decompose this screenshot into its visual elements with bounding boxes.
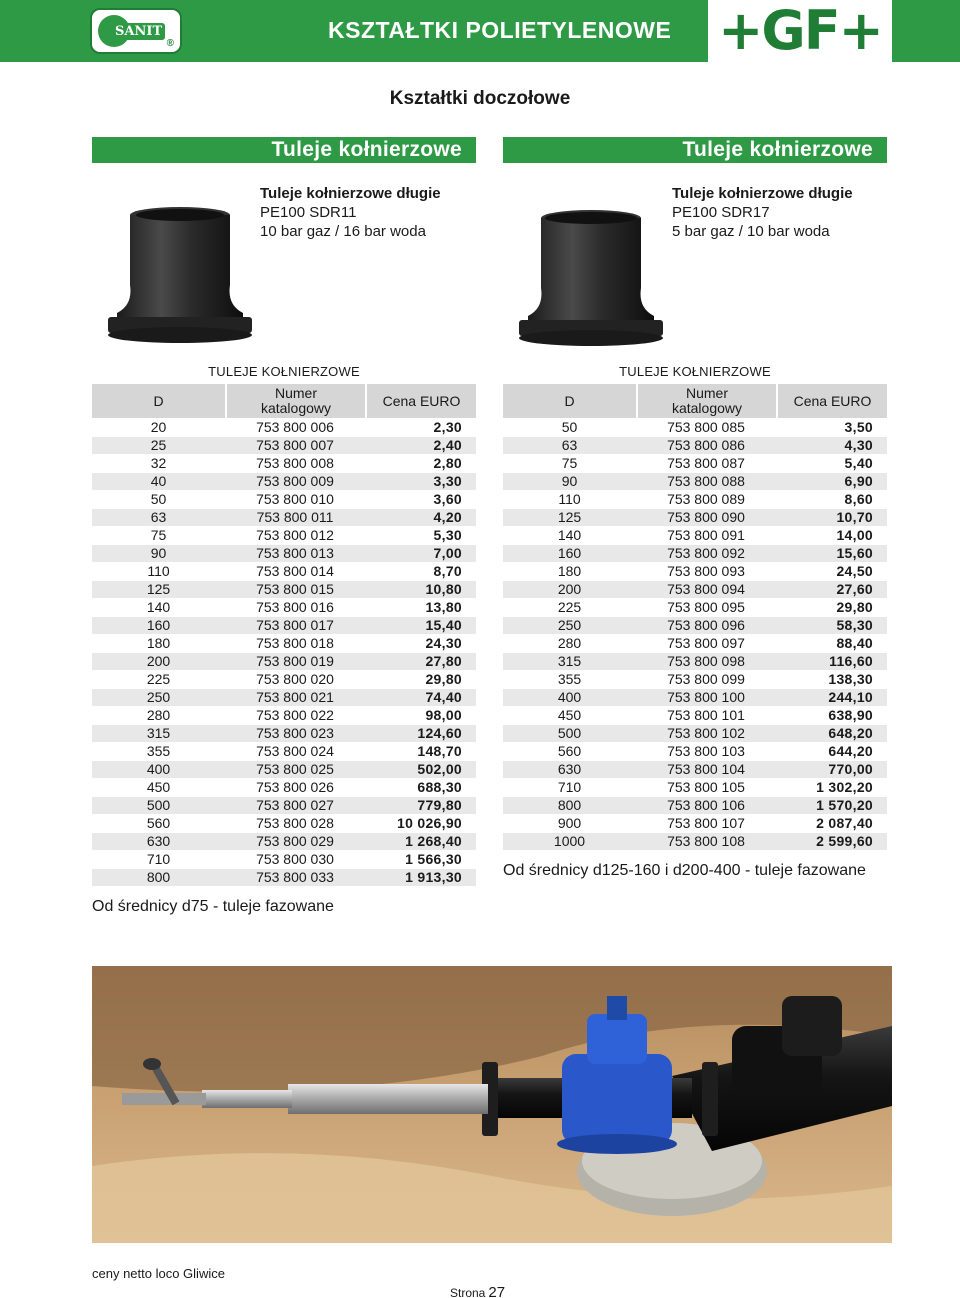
cell-price: 14,00 [836, 527, 873, 543]
table-row [92, 779, 476, 796]
cell-diameter: 900 [557, 815, 582, 831]
cell-catalog-number: 753 800 020 [256, 671, 334, 687]
cell-diameter: 160 [503, 545, 636, 562]
table-row [503, 671, 887, 688]
col-header-price: Cena EURO [776, 384, 887, 418]
page-number [450, 1284, 505, 1298]
cell-price: 779,80 [365, 797, 476, 814]
cell-price: 98,00 [425, 707, 462, 723]
col-header-number [225, 384, 365, 418]
cell-catalog-number: 753 800 015 [225, 581, 365, 598]
right-desc-title: Tuleje kołnierzowe długie [672, 185, 853, 202]
cell-catalog-number: 753 800 094 [636, 581, 776, 598]
cell-catalog-number: 753 800 095 [667, 599, 745, 615]
cell-price: 3,50 [844, 419, 873, 435]
cell-diameter: 250 [92, 689, 225, 706]
table-header-row [92, 384, 476, 418]
cell-diameter: 280 [557, 635, 582, 651]
cell-diameter: 20 [150, 419, 167, 435]
cell-diameter: 63 [503, 437, 636, 454]
table-row [503, 743, 887, 760]
cell-price: 2,40 [365, 437, 476, 454]
cell-price: 1 913,30 [365, 869, 476, 886]
cell-catalog-number: 753 800 030 [256, 851, 334, 867]
cell-catalog-number: 753 800 006 [256, 419, 334, 435]
cell-price: 3,30 [365, 473, 476, 490]
registered-mark: ® [166, 38, 174, 49]
left-desc-material: PE100 SDR11 [260, 204, 357, 221]
cell-catalog-number: 753 800 026 [256, 779, 334, 795]
col-header-number-line1: Numer [685, 385, 728, 401]
cell-diameter: 32 [150, 455, 167, 471]
cell-catalog-number: 753 800 093 [667, 563, 745, 579]
table-row [503, 455, 887, 472]
table-row [92, 743, 476, 760]
cell-price: 1 302,20 [816, 779, 873, 795]
cell-diameter: 280 [146, 707, 171, 723]
left-note: Od średnicy d75 - tuleje fazowane [92, 898, 334, 915]
table-row [92, 797, 476, 814]
cell-diameter: 140 [146, 599, 171, 615]
cell-catalog-number: 753 800 010 [256, 491, 334, 507]
cell-diameter: 63 [92, 509, 225, 526]
cell-price: 124,60 [365, 725, 476, 742]
cell-diameter: 630 [92, 833, 225, 850]
cell-diameter: 560 [146, 815, 171, 831]
cell-diameter: 355 [557, 671, 582, 687]
cell-price: 15,60 [776, 545, 887, 562]
table-row [92, 419, 476, 436]
table-row [503, 599, 887, 616]
cell-diameter: 200 [92, 653, 225, 670]
cell-diameter: 250 [503, 617, 636, 634]
cell-catalog-number: 753 800 092 [636, 545, 776, 562]
table-row [503, 437, 887, 454]
cell-diameter: 125 [503, 509, 636, 526]
cell-price: 644,20 [828, 743, 873, 759]
cell-price: 2,30 [433, 419, 462, 435]
cell-price: 638,90 [828, 707, 873, 723]
cell-catalog-number: 753 800 085 [667, 419, 745, 435]
cell-catalog-number: 753 800 089 [667, 491, 745, 507]
installation-photo [92, 966, 892, 1243]
col-header-price: Cena EURO [365, 384, 476, 418]
cell-diameter: 225 [557, 599, 582, 615]
left-banner: Tuleje kołnierzowe [92, 137, 476, 163]
table-row [503, 491, 887, 508]
table-row [92, 671, 476, 688]
right-product-image [516, 208, 666, 353]
table-row [503, 815, 887, 832]
cell-price: 8,60 [844, 491, 873, 507]
cell-diameter: 140 [557, 527, 582, 543]
gf-logo-text: +GF+ [718, 0, 882, 62]
cell-catalog-number: 753 800 023 [225, 725, 365, 742]
cell-diameter: 400 [92, 761, 225, 778]
table-row [92, 725, 476, 742]
sanit-logo [90, 8, 182, 54]
cell-price: 116,60 [776, 653, 887, 670]
left-price-table [92, 383, 476, 887]
cell-catalog-number: 753 800 011 [225, 509, 365, 526]
cell-price: 5,30 [433, 527, 462, 543]
cell-price: 10 026,90 [397, 815, 462, 831]
page-header [0, 0, 960, 62]
table-row [92, 437, 476, 454]
cell-catalog-number: 753 800 097 [667, 635, 745, 651]
cell-price: 8,70 [433, 563, 462, 579]
cell-diameter: 225 [146, 671, 171, 687]
col-header-number-line2: katalogowy [671, 400, 743, 416]
cell-diameter: 125 [92, 581, 225, 598]
cell-price: 2,80 [433, 455, 462, 471]
cell-price: 15,40 [365, 617, 476, 634]
table-row [92, 545, 476, 562]
table-row [92, 491, 476, 508]
cell-price: 24,30 [425, 635, 462, 651]
right-banner: Tuleje kołnierzowe [503, 137, 887, 163]
section-title: Kształtki doczołowe [389, 88, 571, 109]
cell-catalog-number: 753 800 096 [636, 617, 776, 634]
right-price-table [503, 383, 887, 851]
table-row [92, 617, 476, 634]
cell-diameter: 500 [503, 725, 636, 742]
col-header-number-line2: katalogowy [260, 400, 332, 416]
cell-diameter: 50 [150, 491, 167, 507]
cell-price: 688,30 [417, 779, 462, 795]
cell-price: 88,40 [836, 635, 873, 651]
table-row [92, 635, 476, 652]
cell-catalog-number: 753 800 028 [256, 815, 334, 831]
cell-price: 27,80 [365, 653, 476, 670]
cell-catalog-number: 753 800 099 [667, 671, 745, 687]
right-table-caption: TULEJE KOŁNIERZOWE [619, 364, 771, 379]
table-row [92, 599, 476, 616]
col-header-d: D [92, 384, 225, 418]
cell-diameter: 40 [92, 473, 225, 490]
cell-diameter: 500 [92, 797, 225, 814]
col-header-number [636, 384, 776, 418]
cell-price: 10,80 [365, 581, 476, 598]
table-row [92, 689, 476, 706]
cell-price: 148,70 [417, 743, 462, 759]
cell-price: 1 566,30 [405, 851, 462, 867]
cell-catalog-number: 753 800 016 [256, 599, 334, 615]
cell-catalog-number: 753 800 024 [256, 743, 334, 759]
cell-catalog-number: 753 800 105 [667, 779, 745, 795]
cell-catalog-number: 753 800 108 [636, 833, 776, 850]
cell-diameter: 200 [503, 581, 636, 598]
cell-catalog-number: 753 800 022 [256, 707, 334, 723]
cell-price: 1 268,40 [365, 833, 476, 850]
cell-price: 6,90 [776, 473, 887, 490]
cell-diameter: 710 [146, 851, 171, 867]
table-row [503, 725, 887, 742]
table-row [92, 473, 476, 490]
cell-price: 138,30 [828, 671, 873, 687]
table-row [503, 563, 887, 580]
cell-catalog-number: 753 800 027 [225, 797, 365, 814]
cell-price: 5,40 [844, 455, 873, 471]
cell-catalog-number: 753 800 014 [256, 563, 334, 579]
cell-price: 1 570,20 [776, 797, 887, 814]
cell-catalog-number: 753 800 086 [636, 437, 776, 454]
cell-catalog-number: 753 800 091 [667, 527, 745, 543]
table-row [503, 527, 887, 544]
cell-diameter: 800 [503, 797, 636, 814]
cell-diameter: 400 [503, 689, 636, 706]
cell-diameter: 75 [150, 527, 167, 543]
cell-catalog-number: 753 800 013 [225, 545, 365, 562]
cell-diameter: 110 [147, 563, 170, 579]
cell-catalog-number: 753 800 102 [636, 725, 776, 742]
cell-catalog-number: 753 800 021 [225, 689, 365, 706]
table-row [92, 869, 476, 886]
cell-diameter: 180 [557, 563, 582, 579]
cell-catalog-number: 753 800 090 [636, 509, 776, 526]
table-header-row [503, 384, 887, 418]
right-desc-material: PE100 SDR17 [672, 204, 770, 221]
table-row [92, 833, 476, 850]
header-title: KSZTAŁTKI POLIETYLENOWE [328, 17, 672, 43]
table-row [503, 761, 887, 778]
cell-catalog-number: 753 800 088 [636, 473, 776, 490]
cell-price: 770,00 [776, 761, 887, 778]
cell-diameter: 355 [146, 743, 171, 759]
table-row [503, 707, 887, 724]
cell-price: 74,40 [365, 689, 476, 706]
cell-catalog-number: 753 800 008 [256, 455, 334, 471]
cell-catalog-number: 753 800 106 [636, 797, 776, 814]
table-row [503, 617, 887, 634]
cell-price: 58,30 [776, 617, 887, 634]
cell-catalog-number: 753 800 017 [225, 617, 365, 634]
cell-diameter: 25 [92, 437, 225, 454]
cell-price: 29,80 [836, 599, 873, 615]
left-desc-pressure: 10 bar gaz / 16 bar woda [260, 223, 426, 240]
table-row [92, 563, 476, 580]
table-row [503, 473, 887, 490]
right-note: Od średnicy d125-160 i d200-400 - tuleje fazowane [503, 862, 866, 879]
cell-diameter: 315 [92, 725, 225, 742]
cell-diameter: 90 [503, 473, 636, 490]
page-number-value: 27 [488, 1284, 506, 1298]
table-row [503, 509, 887, 526]
table-row [503, 419, 887, 436]
cell-catalog-number: 753 800 104 [636, 761, 776, 778]
cell-price: 24,50 [836, 563, 873, 579]
cell-diameter: 160 [92, 617, 225, 634]
table-row [92, 707, 476, 724]
table-row [503, 689, 887, 706]
cell-diameter: 75 [561, 455, 578, 471]
cell-price: 7,00 [365, 545, 476, 562]
cell-catalog-number: 753 800 087 [667, 455, 745, 471]
left-desc-title: Tuleje kołnierzowe długie [260, 185, 441, 202]
table-row [503, 833, 887, 850]
table-row [503, 545, 887, 562]
cell-catalog-number: 753 800 100 [636, 689, 776, 706]
cell-price: 4,20 [365, 509, 476, 526]
cell-diameter: 450 [557, 707, 582, 723]
cell-diameter: 110 [558, 491, 581, 507]
table-row [92, 509, 476, 526]
cell-price: 4,30 [776, 437, 887, 454]
table-row [92, 653, 476, 670]
cell-diameter: 315 [503, 653, 636, 670]
cell-price: 2 087,40 [816, 815, 873, 831]
cell-price: 2 599,60 [776, 833, 887, 850]
sanit-logo-text: SANIT [112, 23, 165, 40]
left-table-caption: TULEJE KOŁNIERZOWE [208, 364, 360, 379]
cell-diameter: 710 [557, 779, 582, 795]
cell-price: 3,60 [433, 491, 462, 507]
cell-diameter: 450 [146, 779, 171, 795]
table-row [92, 527, 476, 544]
table-row [503, 635, 887, 652]
right-description [672, 184, 853, 241]
cell-diameter: 90 [92, 545, 225, 562]
cell-catalog-number: 753 800 107 [667, 815, 745, 831]
cell-diameter: 180 [146, 635, 171, 651]
gf-logo [708, 0, 892, 62]
page-label: Strona [450, 1286, 486, 1298]
cell-catalog-number: 753 800 025 [225, 761, 365, 778]
cell-diameter: 630 [503, 761, 636, 778]
table-row [503, 581, 887, 598]
cell-price: 10,70 [776, 509, 887, 526]
table-row [92, 851, 476, 868]
cell-price: 27,60 [776, 581, 887, 598]
left-product-image [105, 205, 255, 350]
left-description [260, 184, 441, 241]
cell-catalog-number: 753 800 098 [636, 653, 776, 670]
cell-catalog-number: 753 800 012 [256, 527, 334, 543]
table-row [92, 455, 476, 472]
cell-diameter: 50 [561, 419, 578, 435]
cell-catalog-number: 753 800 018 [256, 635, 334, 651]
cell-price: 648,20 [776, 725, 887, 742]
right-desc-pressure: 5 bar gaz / 10 bar woda [672, 223, 830, 240]
cell-catalog-number: 753 800 007 [225, 437, 365, 454]
price-note: ceny netto loco Gliwice [92, 1266, 225, 1281]
table-row [92, 815, 476, 832]
table-row [92, 761, 476, 778]
cell-price: 13,80 [425, 599, 462, 615]
cell-price: 29,80 [425, 671, 462, 687]
cell-catalog-number: 753 800 029 [225, 833, 365, 850]
cell-catalog-number: 753 800 103 [667, 743, 745, 759]
cell-diameter: 560 [557, 743, 582, 759]
cell-price: 502,00 [365, 761, 476, 778]
table-row [503, 797, 887, 814]
table-row [503, 779, 887, 796]
col-header-number-line1: Numer [274, 385, 317, 401]
cell-diameter: 800 [92, 869, 225, 886]
table-row [503, 653, 887, 670]
cell-catalog-number: 753 800 019 [225, 653, 365, 670]
col-header-d: D [503, 384, 636, 418]
cell-diameter: 1000 [503, 833, 636, 850]
cell-catalog-number: 753 800 033 [225, 869, 365, 886]
table-row [92, 581, 476, 598]
cell-catalog-number: 753 800 101 [667, 707, 745, 723]
cell-price: 244,10 [776, 689, 887, 706]
cell-catalog-number: 753 800 009 [225, 473, 365, 490]
